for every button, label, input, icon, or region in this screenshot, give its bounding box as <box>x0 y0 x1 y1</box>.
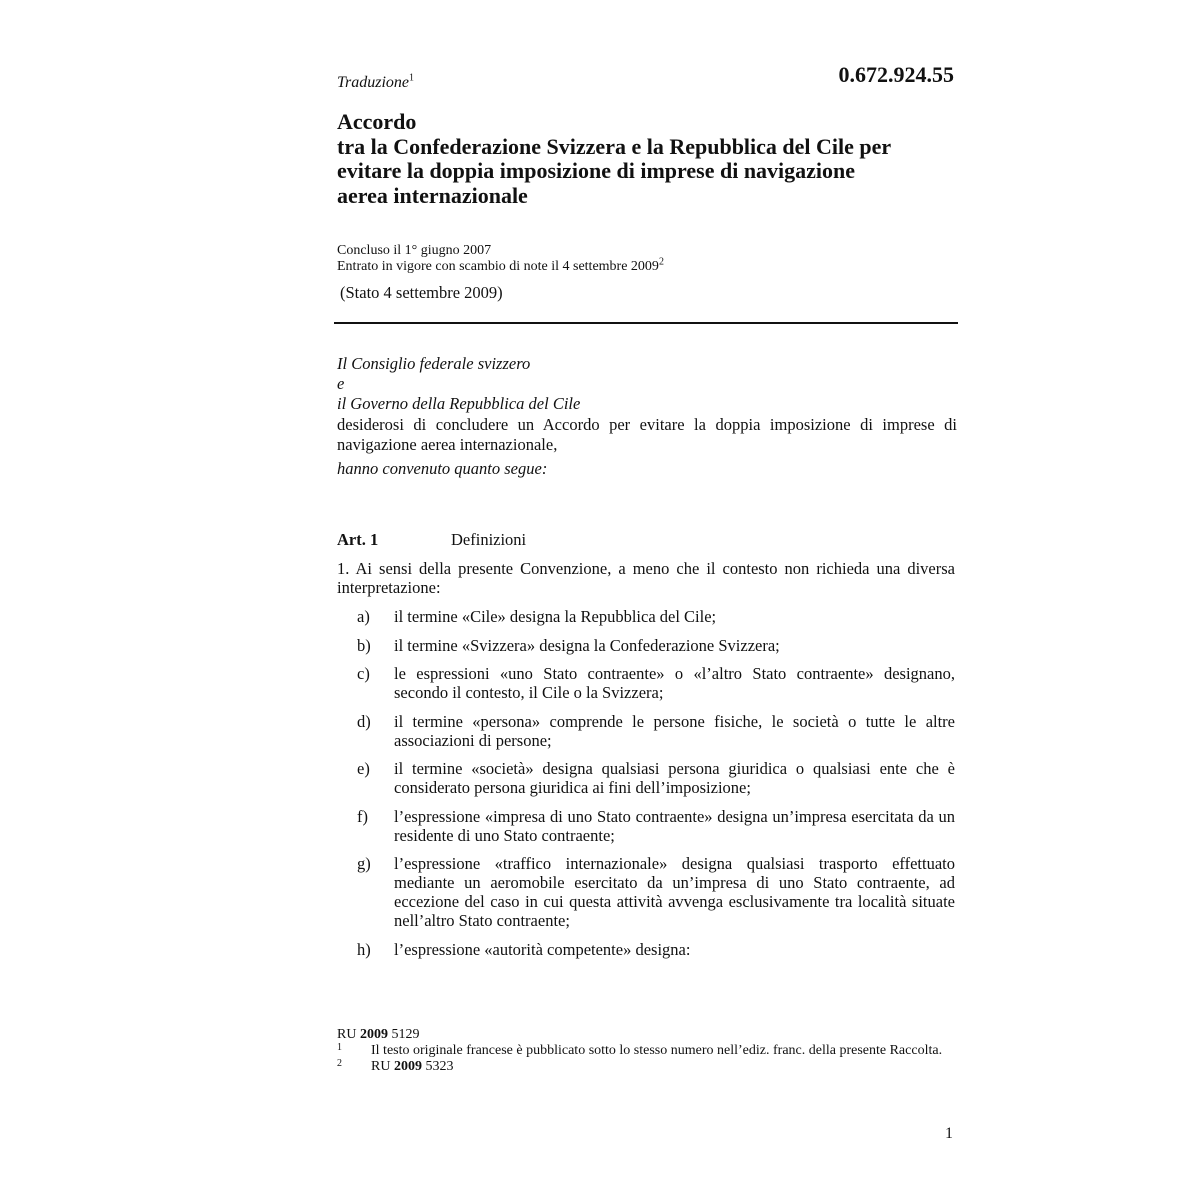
list-item <box>337 607 955 626</box>
footnote-ref-1[interactable]: 1 <box>409 72 415 84</box>
item-text: il termine «Cile» designa la Repubblica del Cile; <box>394 607 717 626</box>
article-intro: 1. Ai sensi della presente Convenzione, a meno che il contesto non richieda una diversa interpretazione: <box>337 559 955 597</box>
date-block <box>337 243 664 275</box>
concluded-date: Concluso il 1° giugno 2007 <box>337 243 492 258</box>
footnote-number: 1 <box>337 1042 342 1053</box>
list-item <box>337 854 955 930</box>
entry-into-force-text: Entrato in vigore con scambio di note il 4 settembre 2009 <box>337 259 659 274</box>
page-number: 1 <box>945 1125 953 1142</box>
title-line: evitare la doppia imposizione di imprese di navigazione <box>337 158 856 183</box>
ru-year: 2009 <box>359 1027 388 1042</box>
conjunction: e <box>337 374 345 393</box>
translation-label <box>337 74 414 92</box>
item-marker: a) <box>357 607 370 626</box>
party-chile: il Governo della Repubblica del Cile <box>337 394 581 413</box>
ru-page: 5129 <box>391 1027 420 1042</box>
footnote-number: 2 <box>337 1058 342 1069</box>
footnote-page: 5323 <box>425 1059 454 1074</box>
article-number: Art. 1 <box>337 530 379 549</box>
footnotes <box>337 1027 957 1075</box>
entry-into-force <box>337 256 664 275</box>
title-line: Accordo <box>337 109 417 134</box>
list-item <box>337 636 955 655</box>
footnote-text: Il testo originale francese è pubblicato sotto lo stesso numero nell’ediz. franc. della presente Raccolta. <box>371 1043 943 1058</box>
item-marker: c) <box>357 664 370 683</box>
document-title <box>337 110 967 208</box>
ru-reference <box>337 1027 957 1043</box>
footnote-prefix: RU <box>371 1059 391 1074</box>
ru-prefix: RU <box>337 1027 357 1042</box>
preamble-text: desiderosi di concludere un Accordo per evitare la doppia imposizione di imprese di navigazione aerea internazionale, <box>337 415 957 454</box>
agreed-clause: hanno convenuto quanto segue: <box>337 459 548 478</box>
list-item <box>337 940 955 959</box>
item-text: l’espressione «autorità competente» designa: <box>394 939 691 959</box>
item-text: l’espressione «traffico internazionale» designa qualsiasi trasporto effettuato mediante un aeromobile esercitato da un’impresa di uno Stato contraente, ad eccezione del caso in cui questa attività avvenga esclusivamente tra località situate nell’altro Stato contraente; <box>394 854 955 930</box>
footnote-1 <box>337 1043 957 1059</box>
status-date: (Stato 4 settembre 2009) <box>340 283 503 302</box>
article-heading <box>337 530 526 550</box>
party-swiss: Il Consiglio federale svizzero <box>337 354 531 373</box>
footnote-ref-2[interactable]: 2 <box>658 256 664 268</box>
item-text: il termine «persona» comprende le persone fisiche, le società o tutte le altre associazioni di persone; <box>394 711 955 750</box>
preamble <box>337 354 957 479</box>
item-text: il termine «società» designa qualsiasi persona giuridica o qualsiasi ente che è considerato persona giuridica ai fini dell’imposizione; <box>394 759 955 797</box>
item-text: le espressioni «uno Stato contraente» o «l’altro Stato contraente» designano, secondo il contesto, il Cile o la Svizzera; <box>394 664 955 702</box>
translation-text: Traduzione <box>337 74 410 91</box>
item-marker: h) <box>357 939 371 959</box>
list-item <box>337 807 955 845</box>
list-item <box>337 759 955 797</box>
article-title: Definizioni <box>451 530 527 549</box>
item-text: l’espressione «impresa di uno Stato contraente» designa un’impresa esercitata da un residente di uno Stato contraente; <box>394 806 955 845</box>
item-marker: e) <box>357 759 370 778</box>
classification-number: 0.672.924.55 <box>838 62 954 87</box>
item-marker: b) <box>357 635 371 655</box>
item-marker: f) <box>357 806 368 826</box>
list-item <box>337 712 955 750</box>
definitions-list <box>337 607 955 968</box>
item-marker: d) <box>357 711 371 731</box>
item-marker: g) <box>357 854 371 873</box>
separator-rule <box>334 322 958 324</box>
list-item <box>337 664 955 702</box>
footnote-2 <box>337 1059 957 1075</box>
footnote-year: 2009 <box>393 1059 422 1074</box>
title-line: tra la Confederazione Svizzera e la Repubblica del Cile per <box>337 133 892 159</box>
item-text: il termine «Svizzera» designa la Confederazione Svizzera; <box>394 635 780 655</box>
title-line: aerea internazionale <box>337 182 528 208</box>
